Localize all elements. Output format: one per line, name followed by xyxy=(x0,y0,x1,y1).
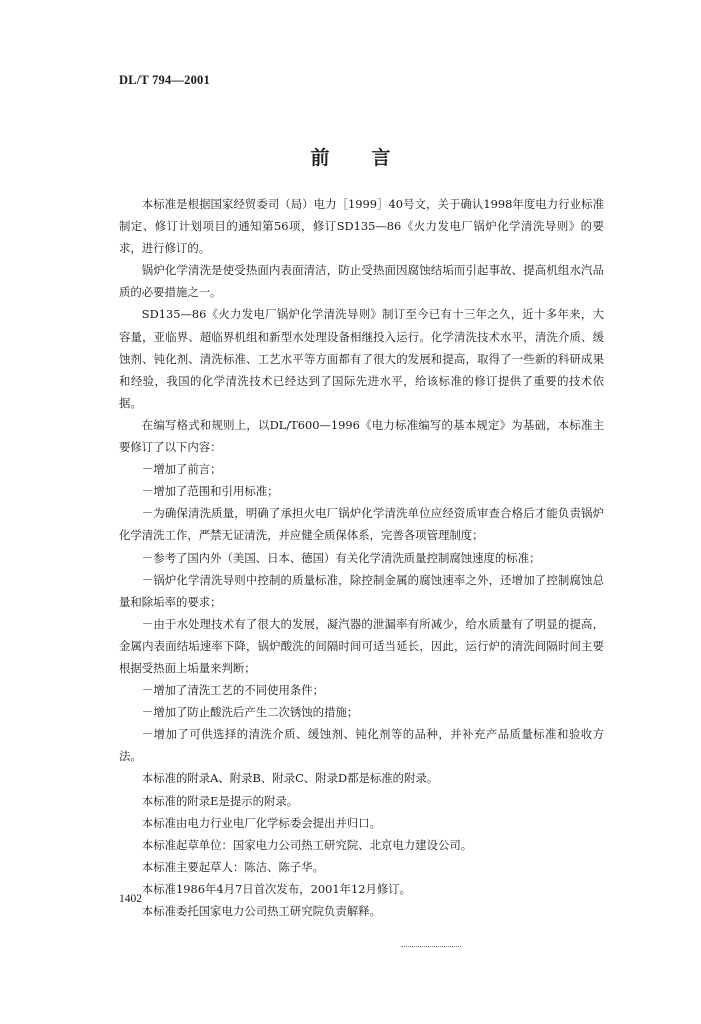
page-title: 前言 xyxy=(310,147,433,169)
revision-item: －增加了清洗工艺的不同使用条件； xyxy=(141,683,325,698)
page-number: 1402 xyxy=(119,893,142,905)
paragraph-drafting-units: 本标准起草单位：国家电力公司热工研究院、北京电力建设公司。 xyxy=(141,837,473,852)
paragraph-background: SD135—86《火力发电厂锅炉化学清洗导则》制订至今已有十三年之久，近十多年来，大容量，亚临界、超临界机组和新型水处理设备相继投入运行。化学清洗技术水平，清洗介质、缓蚀剂、钝化剂、清洗标准、工艺水平等方面都有了很大的发展和提高，取得了一些新的科研成果和经验，我国的化学清洗技术已经达到了国际先进水平，给该标准的修订提供了重要的技术依据。 xyxy=(119,307,604,410)
revision-item: －由于水处理技术有了很大的发展，凝汽器的泄漏率有所减少，给水质量有了明显的提高，金属内表面结垢速率下降，锅炉酸洗的间隔时间可适当延长，因此，运行炉的清洗间隔时间主要根据受热面上垢量来判断； xyxy=(119,616,604,675)
revision-item: －为确保清洗质量，明确了承担火电厂锅炉化学清洗单位应经资质审查合格后才能负责锅炉化学清洗工作，严禁无证清洗，并应健全质保体系，完善各项管理制度； xyxy=(119,506,604,543)
paragraph-basis: 本标准是根据国家经贸委司（局）电力［1999］40号文，关于确认1998年度电力行业标准制定、修订计划项目的通知第56项，修订SD135—86《火力发电厂锅炉化学清洗导则》的要求，进行修订的。 xyxy=(119,197,604,256)
revision-item: －增加了前言； xyxy=(141,462,222,477)
scan-artifact-mark xyxy=(401,946,461,947)
paragraph-drafters: 本标准主要起草人：陈洁、陈子华。 xyxy=(141,859,325,874)
paragraph-proposer: 本标准由电力行业电厂化学标委会提出并归口。 xyxy=(141,815,382,830)
paragraph-interpretation: 本标准委托国家电力公司热工研究院负责解释。 xyxy=(141,904,382,918)
paragraph-revision-intro: 在编写格式和规则上，以DL/T600—1996《电力标准编写的基本规定》为基础，本标准主要修订了以下内容： xyxy=(119,417,604,455)
revision-item: －锅炉化学清洗导则中控制的质量标准，除控制金属的腐蚀速率之外，还增加了控制腐蚀总量和除垢率的要求； xyxy=(119,572,604,609)
revision-item: －增加了防止酸洗后产生二次锈蚀的措施； xyxy=(141,705,359,720)
standard-code-header: DL/T 794—2001 xyxy=(119,73,210,87)
paragraph-appendix-informative: 本标准的附录E是提示的附录。 xyxy=(141,793,299,808)
paragraph-release-date: 本标准1986年4月7日首次发布，2001年12月修订。 xyxy=(141,881,412,896)
foreword-body xyxy=(119,193,604,922)
revision-item: －增加了可供选择的清洗介质、缓蚀剂、钝化剂等的品种，并补充产品质量标准和验收方法。 xyxy=(119,727,604,764)
revision-item: －参考了国内外（美国、日本、德国）有关化学清洗质量控制腐蚀速度的标准； xyxy=(141,550,541,565)
paragraph-purpose: 锅炉化学清洗是使受热面内表面清洁，防止受热面因腐蚀结垢而引起事故、提高机组水汽品质的必要措施之一。 xyxy=(119,263,604,300)
revision-item: －增加了范围和引用标准； xyxy=(141,484,279,499)
paragraph-appendix-normative: 本标准的附录A、附录B、附录C、附录D都是标准的附录。 xyxy=(141,771,439,786)
